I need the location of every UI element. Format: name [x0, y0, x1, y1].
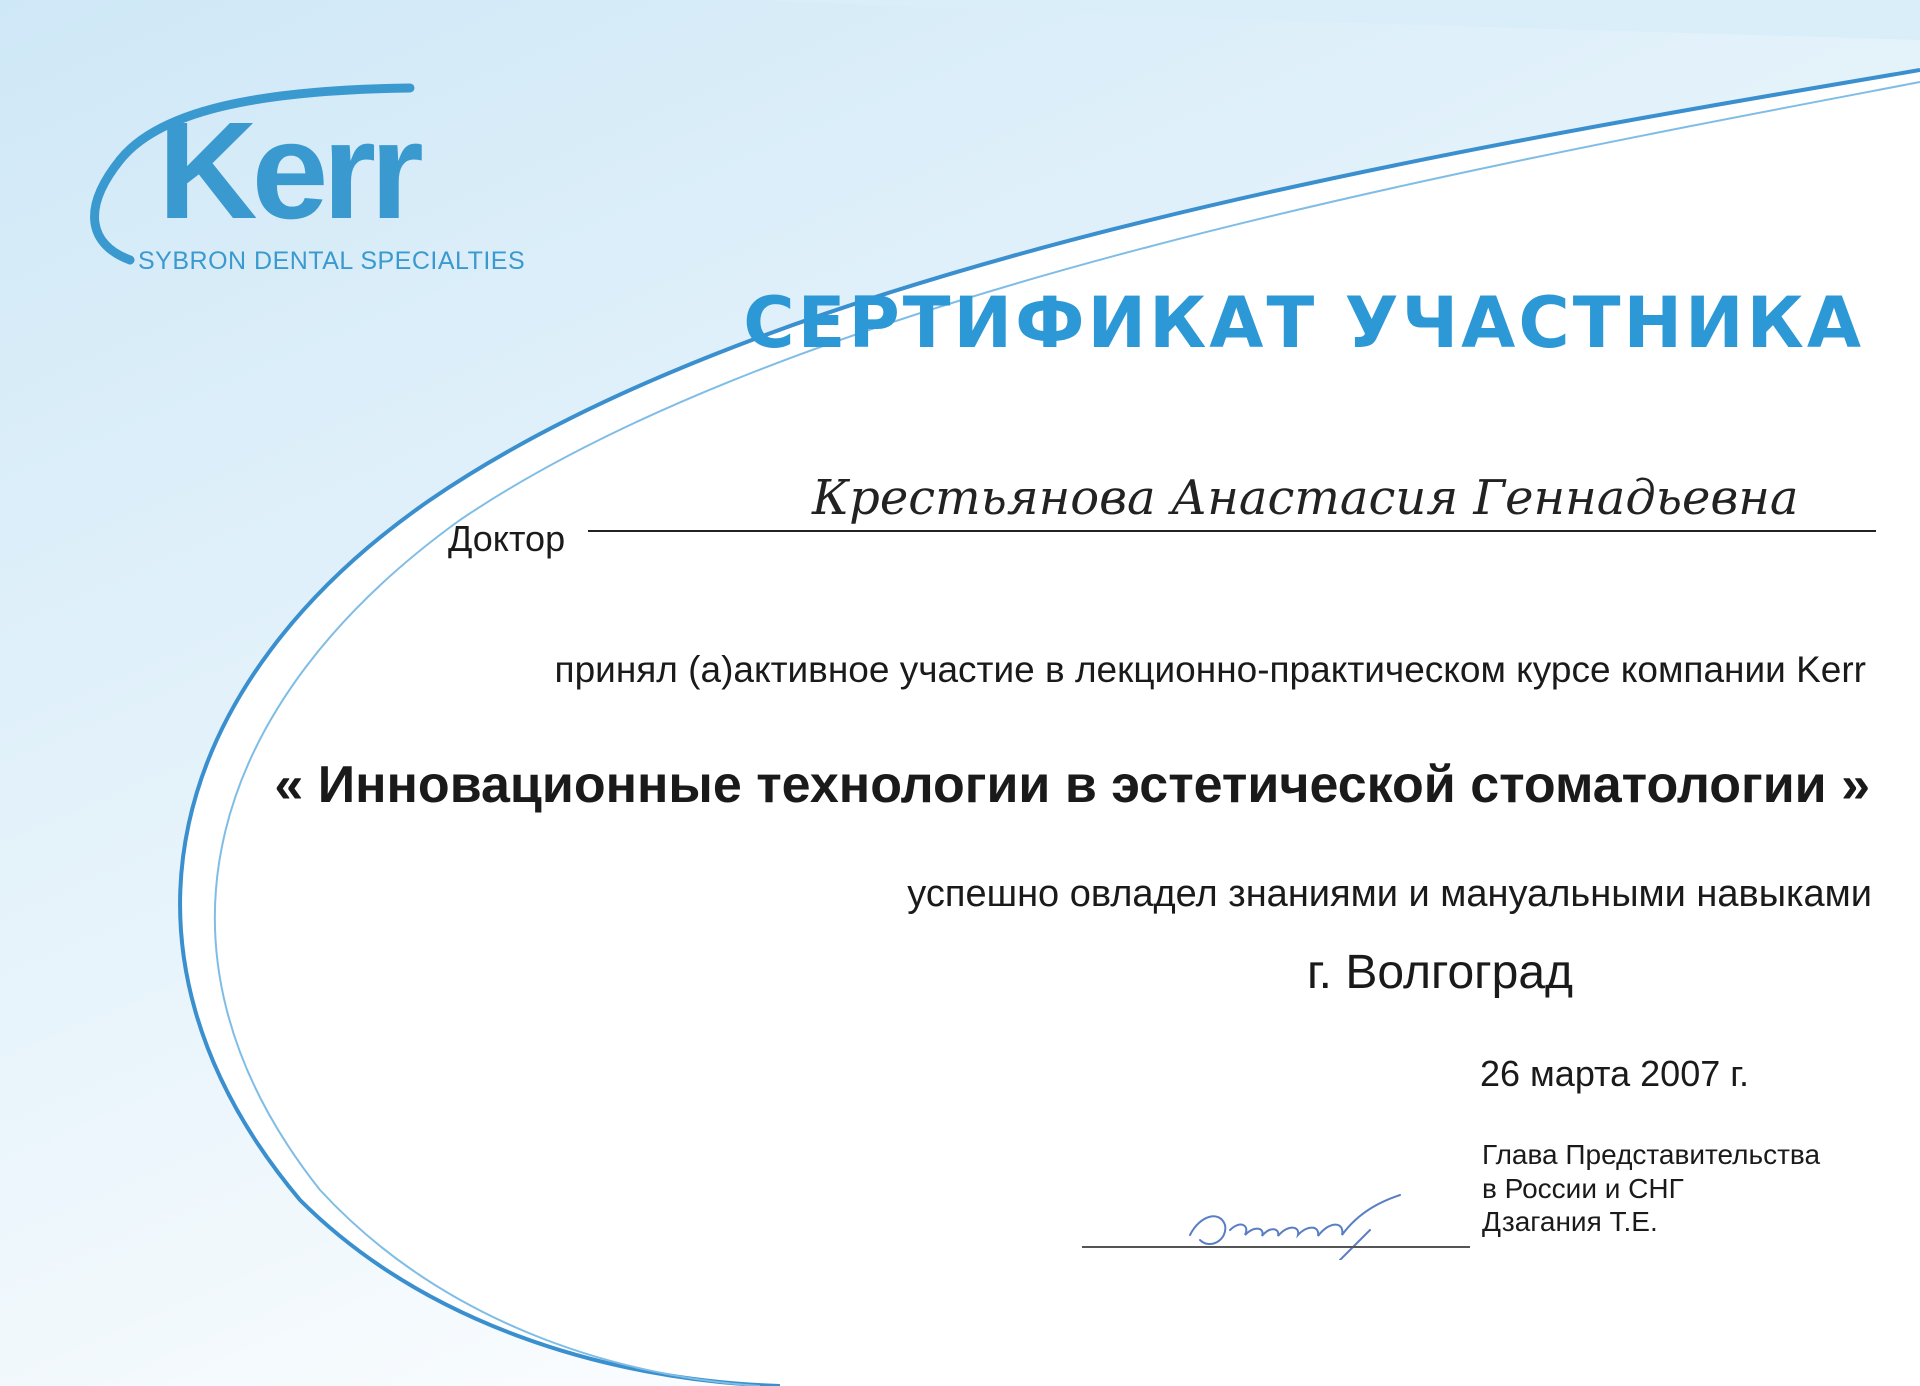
signatory-position-line1: Глава Представительства [1482, 1139, 1821, 1170]
issue-date: 26 марта 2007 г. [1480, 1053, 1749, 1094]
certificate-title: СЕРТИФИКАТ УЧАСТНИКА [743, 282, 1864, 364]
name-underline [588, 530, 1876, 532]
signatory-position-line2: в России и СНГ [1482, 1172, 1684, 1204]
doctor-name: Крестьянова Анастасия Геннадьевна [812, 470, 1799, 526]
kerr-logo: Kerr [158, 94, 418, 248]
city: г. Волгоград [1307, 946, 1574, 999]
signature-line [1082, 1246, 1470, 1248]
achievement-text: успешно овладел знаниями и мануальными навыками [907, 873, 1872, 915]
handwritten-signature [1170, 1180, 1440, 1260]
logo-subtitle: SYBRON DENTAL SPECIALTIES [138, 247, 526, 275]
doctor-label: Доктор [448, 518, 566, 559]
course-title: « Инновационные технологии в эстетической стоматологии » [274, 756, 1870, 814]
participation-text: принял (а)активное участие в лекционно-практическом курсе компании Kerr [554, 649, 1866, 690]
signatory-name: Дзагания Т.Е. [1482, 1206, 1658, 1238]
signatory-block [1482, 1138, 1820, 1239]
